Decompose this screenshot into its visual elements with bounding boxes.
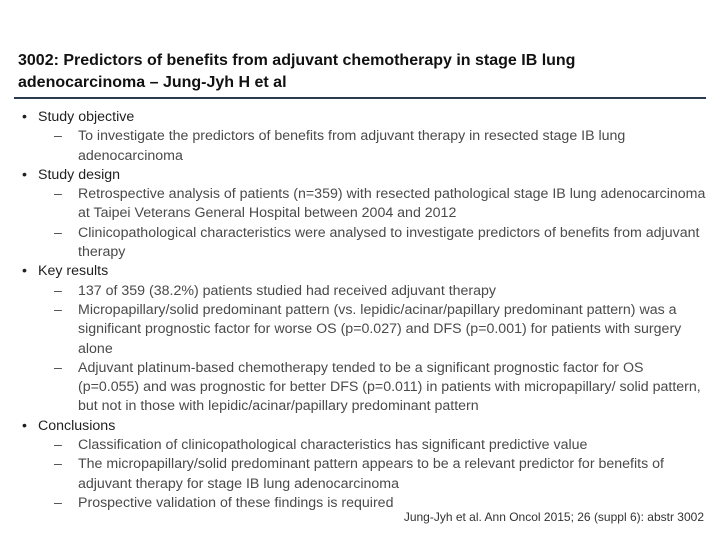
- slide-content: [22, 108, 706, 513]
- bullet-icon: •: [22, 417, 27, 434]
- list-item-text: The micropapillary/solid predominant pattern appears to be a relevant predictor for benefits of adjuvant therapy for stage IB lung adenocarcinoma: [78, 456, 664, 492]
- list-item-text: Adjuvant platinum-based chemotherapy tended to be a significant prognostic factor for OS (p=0.055) and was prognostic for better DFS (p=0.011) in patients with micropapillary/ solid pattern, but not in those with lepidic/acinar/papillary predominant pattern: [78, 359, 701, 415]
- list-item: [38, 359, 706, 417]
- section-heading: Study design: [38, 166, 121, 183]
- section-key-results: [22, 262, 706, 416]
- dash-icon: –: [54, 224, 62, 241]
- dash-icon: –: [54, 282, 62, 299]
- citation: Jung-Jyh et al. Ann Oncol 2015; 26 (suppl 6): abstr 3002: [403, 510, 704, 524]
- dash-icon: –: [54, 494, 62, 511]
- list-item: [38, 224, 706, 263]
- list-item-text: 137 of 359 (38.2%) patients studied had received adjuvant therapy: [78, 282, 497, 299]
- section-study-objective: [22, 108, 706, 166]
- list-item: [38, 436, 706, 455]
- dash-icon: –: [54, 301, 62, 318]
- section-heading: Conclusions: [38, 417, 116, 434]
- dash-icon: –: [54, 186, 62, 203]
- list-item: [38, 282, 706, 301]
- section-heading: Key results: [38, 263, 109, 280]
- list-item-text: Retrospective analysis of patients (n=359) with resected pathological stage IB lung adenocarcinoma at Taipei Veterans General Hospital between 2004 and 2012: [78, 186, 706, 222]
- list-item-text: Classification of clinicopathological characteristics has significant predictive value: [78, 437, 588, 454]
- list-item: [38, 455, 706, 494]
- bullet-icon: •: [22, 263, 27, 280]
- dash-icon: –: [54, 456, 62, 473]
- dash-icon: –: [54, 359, 62, 376]
- list-item: [38, 185, 706, 224]
- title-divider: [14, 97, 706, 99]
- bullet-icon: •: [22, 109, 27, 125]
- dash-icon: –: [54, 128, 62, 145]
- list-item-text: To investigate the predictors of benefits from adjuvant therapy in resected stage IB lung adenocarcinoma: [78, 128, 626, 164]
- list-item-text: Clinicopathological characteristics were analysed to investigate predictors of benefits from adjuvant therapy: [78, 224, 700, 261]
- list-item: [38, 127, 706, 166]
- section-study-design: [22, 166, 706, 262]
- section-conclusions: [22, 417, 706, 513]
- slide-title: 3002: Predictors of benefits from adjuvant chemotherapy in stage IB lung adenocarcinoma – Jung-Jyh H et al: [18, 52, 576, 91]
- dash-icon: –: [54, 437, 62, 454]
- list-item: [38, 301, 706, 359]
- section-heading: Study objective: [38, 109, 135, 125]
- list-item-text: Micropapillary/solid predominant pattern (vs. lepidic/acinar/papillary predominant pattern) was a significant prognostic factor for worse OS (p=0.027) and DFS (p=0.001) for patients with surgery alone: [78, 301, 682, 357]
- bullet-icon: •: [22, 166, 27, 183]
- list-item-text: Prospective validation of these findings is required: [78, 494, 394, 511]
